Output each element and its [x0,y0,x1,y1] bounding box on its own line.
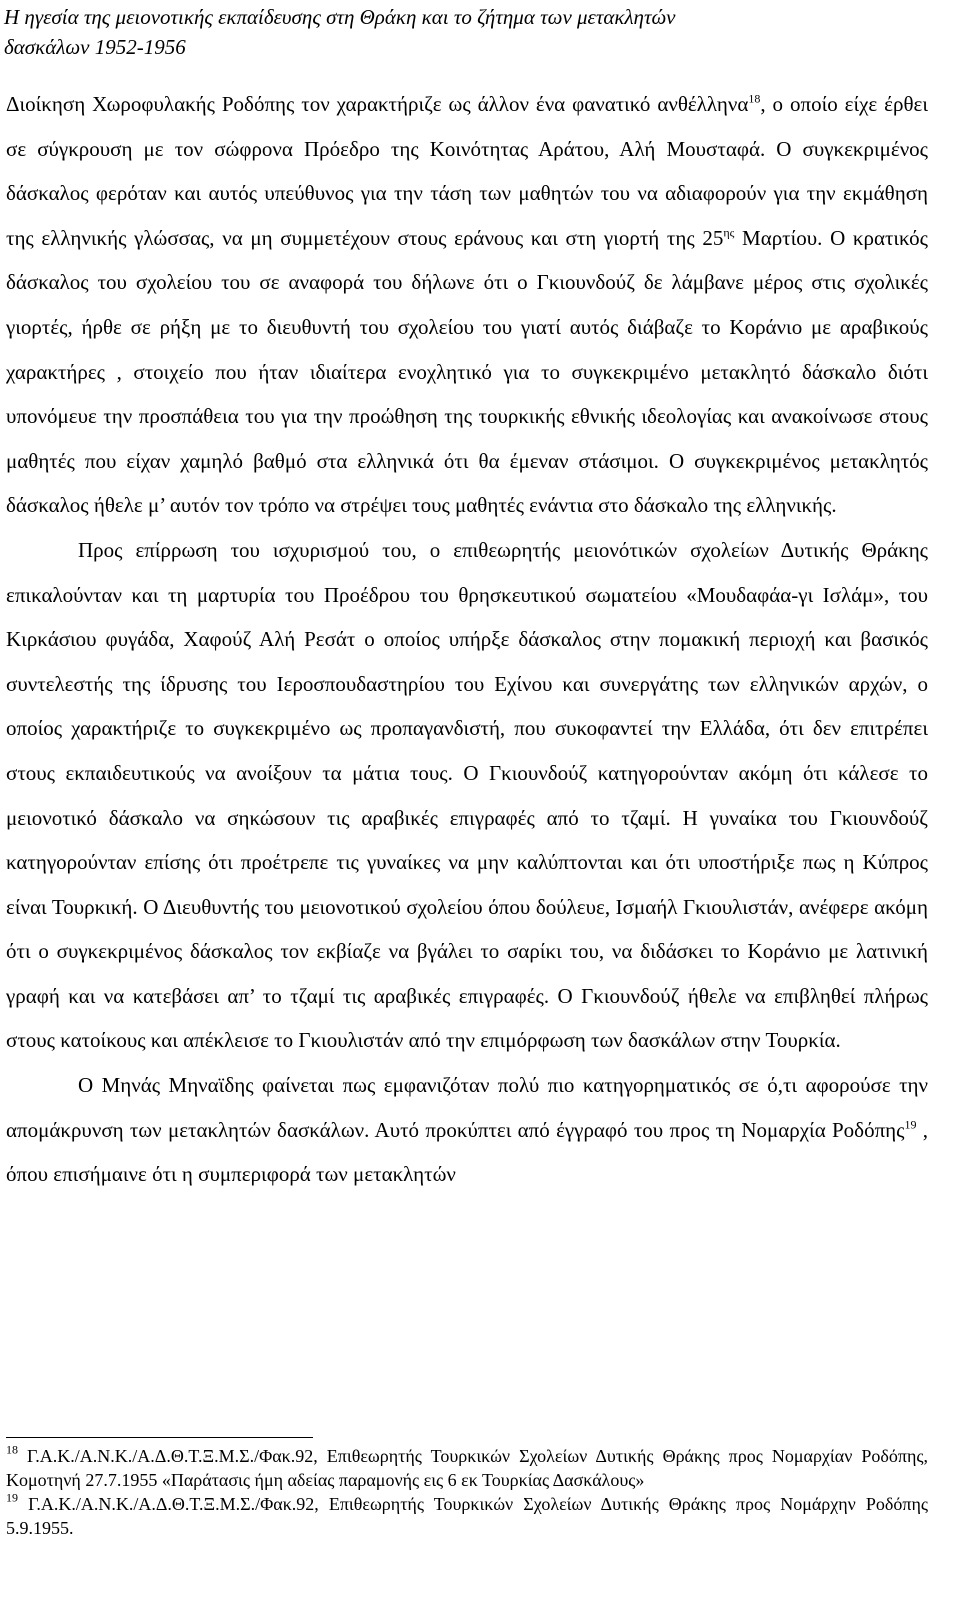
paragraph-3-part-2: , όπου επισήμαινε ότι η συμπεριφορά των μετακλητών [6,1117,928,1187]
paragraph-1 [6,82,928,528]
footnote-separator [6,1437,313,1438]
footnote-ref-19[interactable]: 19 [904,1117,917,1132]
footnote-text: Γ.Α.Κ./Α.Ν.Κ./Α.Δ.Θ.Τ.Ξ.Μ.Σ./Φακ.92, Επιθεωρητής Τουρκικών Σχολείων Δυτικής Θράκης προς Νομαρχίαν Ροδόπης, Κομοτηνή 27.7.1955 «Παράτασις ήμη αδείας παραμονής εις 6 εκ Τουρκίας Δασκάλους» [6,1446,928,1490]
header-title-line-1: Η ηγεσία της μειονοτικής εκπαίδευσης στη Θράκη και το ζήτημα των μετακλητών [4,5,676,29]
header-title-line-2: δασκάλων 1952-1956 [4,35,186,59]
footnotes [6,1444,928,1540]
paragraph-2: Προς επίρρωση του ισχυρισμού του, ο επιθεωρητής μειονότικών σχολείων Δυτικής Θράκης επικαλούνταν και τη μαρτυρία του Προέδρου του θρησκευτικού σωματείου «Μουδαφάα-γι Ισλάμ», του Κιρκάσιου φυγάδα, Χαφούζ Αλή Ρεσάτ ο οποίος υπήρξε δάσκαλος στην πομακική περιοχή και βασικός συντελεστής της ίδρυσης του Ιεροσπουδαστηρίου του Εχίνου και συνεργάτης των ελληνικών αρχών, ο οποίος χαρακτήριζε το συγκεκριμένο ως προπαγανδιστή, που συκοφαντεί την Ελλάδα, ότι δεν επιτρέπει στους εκπαιδευτικούς να ανοίξουν τα μάτια τους. Ο Γκιουνδούζ κατηγορούνταν ακόμη ότι κάλεσε το μειονοτικό δάσκαλο να σηκώσουν τις αραβικές επιγραφές από το τζαμί. Η γυναίκα του Γκιουνδούζ κατηγορούνταν επίσης ότι προέτρεπε τις γυναίκες να μην καλύπτονται και ότι υποστήριξε πως η Κύπρος είναι Τουρκική. Ο Διευθυντής του μειονοτικού σχολείου όπου δούλευε, Ισμαήλ Γκιουλιστάν, ανέφερε ακόμη ότι ο συγκεκριμένος δάσκαλος τον εκβίαζε να βγάλει το σαρίκι του, να διδάσκει το Κοράνιο με λατινική γραφή και να κατεβάσει απ’ το τζαμί τις αραβικές επιγραφές. Ο Γκιουνδούζ ήθελε να επιβληθεί πλήρως στους κατοίκους και απέκλεισε το Γκιουλιστάν από την επιμόρφωση των δασκάλων στην Τουρκία. [6,537,928,1053]
paragraph-3-part-1: Ο Μηνάς Μηναϊδης φαίνεται πως εμφανιζόταν πολύ πιο κατηγορηματικός σε ό,τι αφορούσε την απομάκρυνση των μετακλητών δασκάλων. Αυτό προκύπτει από έγγραφό του προς τη Νομαρχία Ροδόπης [6,1073,928,1142]
footnote-text: Γ.Α.Κ./Α.Ν.Κ./Α.Δ.Θ.Τ.Ξ.Μ.Σ./Φακ.92, Επιθεωρητής Τουρκικών Σχολείων Δυτικής Θράκης προς Νομάρχην Ροδόπης 5.9.1955. [6,1494,928,1538]
paragraph-3 [6,1063,928,1197]
footnote-number: 19 [6,1490,18,1505]
footnote-ref-18[interactable]: 18 [748,91,761,106]
body-text [6,82,928,1197]
paragraph-1-part-3: Μαρτίου. Ο κρατικός δάσκαλος του σχολείου του σε αναφορά του δήλωνε ότι ο Γκιουνδούζ δε λάμβανε μέρος στις σχολικές γιορτές, ήρθε σε ρήξη με το διευθυντή του σχολείου του γιατί αυτός διάβαζε το Κοράνιο με αραβικούς χαρακτήρες , στοιχείο που ήταν ιδιαίτερα ενοχλητικό για το συγκεκριμένο μετακλητό δάσκαλο διότι υπονόμευε την προσπάθεια του για την προώθηση της τουρκικής εθνικής ιδεολογίας και ανακοίνωσε στους μαθητές που είχαν χαμηλό βαθμό στα ελληνικά ότι θα έμεναν στάσιμοι. Ο συγκεκριμένος μετακλητός δάσκαλος ήθελε μ’ αυτόν τον τρόπο να στρέψει τους μαθητές ενάντια στο δάσκαλο της ελληνικής. [6,225,928,518]
footnote-18 [6,1444,928,1492]
paragraph-1-part-1: Διοίκηση Χωροφυλακής Ροδόπης τον χαρακτήριζε ως άλλον ένα φανατικό ανθέλληνα [6,92,749,116]
ordinal-superscript: ης [723,225,735,240]
paragraph-1-part-2: , ο οποίο είχε έρθει σε σύγκρουση με τον σώφρονα Πρόεδρο της Κοινότητας Αράτου, Αλή Μουσταφά. Ο συγκεκριμένος δάσκαλος φερόταν και αυτός υπεύθυνος για την τάση των μαθητών του να αδιαφορούν για την εκμάθηση της ελληνικής γλώσσας, να μη συμμετέχουν στους εράνους και στη γιορτή της 25 [6,92,928,250]
running-header [4,2,936,62]
footnote-19 [6,1492,928,1540]
footnote-number: 18 [6,1442,18,1457]
